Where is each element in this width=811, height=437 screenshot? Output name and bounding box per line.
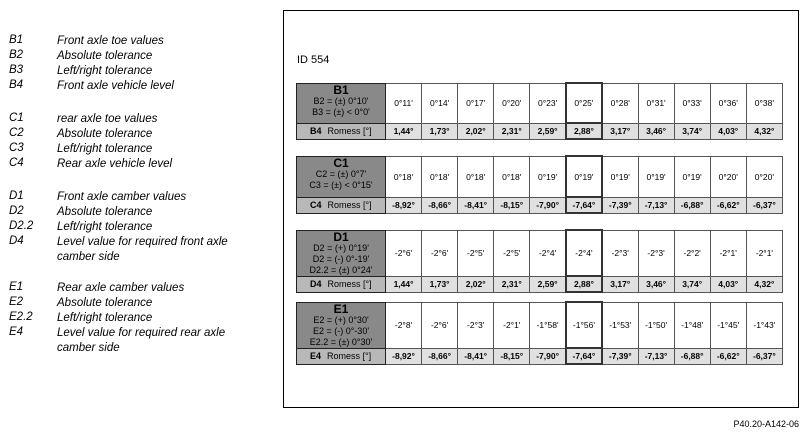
level-label — [297, 276, 386, 292]
legend-code: E4 — [9, 326, 24, 338]
block-header — [297, 302, 386, 348]
legend-code: D2.2 — [9, 220, 34, 232]
legend-code: C1 — [9, 112, 24, 124]
tolerance-line: E2.2 = (±) 0°30' — [309, 336, 373, 347]
level-value-cell: 1,44° — [386, 276, 422, 292]
level-value-cell: 1,73° — [422, 123, 458, 139]
value-cell: 0°18' — [386, 156, 422, 197]
tolerance-line: B3 = (±) < 0°0' — [312, 106, 370, 117]
legend-description: Left/right tolerance — [57, 312, 153, 324]
legend-code: E2.2 — [9, 311, 33, 323]
level-label — [297, 123, 386, 139]
value-cell: -2°3' — [458, 302, 494, 348]
level-unit: Romess [°] — [327, 126, 372, 136]
block-name: E1 — [333, 301, 349, 316]
legend-code: C3 — [9, 142, 24, 154]
level-value-cell: 2,02° — [458, 276, 494, 292]
level-unit: Romess [°] — [327, 200, 372, 210]
value-cell: 0°20' — [494, 83, 530, 123]
legend-description: Absolute tolerance — [57, 128, 153, 140]
legend-code: B1 — [9, 34, 24, 46]
level-value-cell: -6,88° — [674, 348, 710, 364]
value-cell: 0°18' — [422, 156, 458, 197]
block-name: C1 — [333, 155, 349, 170]
legend-description: Absolute tolerance — [57, 297, 153, 309]
level-value-cell: 2,31° — [494, 276, 530, 292]
value-cell: -1°48' — [674, 302, 710, 348]
figure-reference: P40.20-A142-06 — [733, 419, 799, 429]
level-value-cell: 2,59° — [530, 276, 566, 292]
level-value-cell: -6,62° — [710, 348, 746, 364]
value-cell: 0°38' — [746, 83, 782, 123]
level-value-cell: 2,02° — [458, 123, 494, 139]
level-label — [297, 348, 386, 364]
level-value-cell: -7,39° — [602, 197, 638, 213]
level-value-cell: -7,64° — [566, 197, 602, 213]
level-value-cell: 1,44° — [386, 123, 422, 139]
legend-description: Rear axle camber values — [57, 282, 185, 294]
level-value-cell: -7,64° — [566, 348, 602, 364]
value-cell: 0°23' — [530, 83, 566, 123]
value-cell: 0°36' — [710, 83, 746, 123]
legend-description: Left/right tolerance — [57, 65, 153, 77]
level-code: E4 — [310, 351, 322, 361]
level-value-cell: 4,03° — [710, 276, 746, 292]
level-value-cell: -8,66° — [422, 348, 458, 364]
value-cell: 0°19' — [674, 156, 710, 197]
level-value-cell: -7,90° — [530, 348, 566, 364]
value-cell: -2°5' — [458, 230, 494, 276]
value-cell: -2°4' — [566, 230, 602, 276]
legend-code: C4 — [9, 157, 24, 169]
tolerance-line: C3 = (±) < 0°15' — [309, 179, 373, 190]
level-value-cell: 1,73° — [422, 276, 458, 292]
block-header — [297, 230, 386, 276]
legend-code: D1 — [9, 190, 24, 202]
values-row — [297, 302, 783, 348]
legend-code: B3 — [9, 64, 24, 76]
level-value-cell: -8,41° — [458, 348, 494, 364]
level-value-cell: -7,13° — [638, 197, 674, 213]
block-header — [297, 83, 386, 123]
level-value-cell: -6,37° — [746, 197, 782, 213]
level-row — [297, 197, 783, 213]
value-cell: -2°8' — [386, 302, 422, 348]
legend-description: rear axle toe values — [57, 113, 158, 125]
values-row — [297, 83, 783, 123]
legend-description: Front axle vehicle level — [57, 80, 174, 92]
level-code: B4 — [310, 126, 322, 136]
level-row — [297, 348, 783, 364]
block-header — [297, 156, 386, 197]
level-value-cell: -7,39° — [602, 348, 638, 364]
values-row — [297, 156, 783, 197]
legend-code: C2 — [9, 127, 24, 139]
level-value-cell: 3,17° — [602, 276, 638, 292]
value-cell: -2°1' — [494, 302, 530, 348]
level-value-cell: 3,17° — [602, 123, 638, 139]
level-unit: Romess [°] — [327, 279, 372, 289]
value-cell: -1°53' — [602, 302, 638, 348]
tolerance-line: B2 = (±) 0°10' — [313, 95, 369, 106]
block-name: D1 — [333, 229, 349, 244]
table-c1 — [296, 155, 783, 214]
value-cell: 0°19' — [566, 156, 602, 197]
tolerance-line: D2.2 = (±) 0°24' — [309, 264, 373, 275]
table-e1 — [296, 301, 783, 365]
value-cell: 0°19' — [602, 156, 638, 197]
level-value-cell: 3,74° — [674, 276, 710, 292]
level-value-cell: -7,13° — [638, 348, 674, 364]
level-value-cell: -8,41° — [458, 197, 494, 213]
legend-description: Front axle toe values — [57, 35, 164, 47]
value-cell: -2°6' — [422, 302, 458, 348]
tolerance-line: C2 = (±) 0°7' — [315, 168, 367, 179]
level-value-cell: -6,62° — [710, 197, 746, 213]
block-name: B1 — [333, 82, 349, 97]
table-d1 — [296, 229, 783, 293]
value-cell: -1°58' — [530, 302, 566, 348]
value-cell: 0°20' — [710, 156, 746, 197]
level-value-cell: 3,74° — [674, 123, 710, 139]
value-cell: 0°31' — [638, 83, 674, 123]
value-cell: -2°3' — [602, 230, 638, 276]
level-value-cell: 4,03° — [710, 123, 746, 139]
level-row — [297, 276, 783, 292]
level-value-cell: 4,32° — [746, 276, 782, 292]
level-value-cell: 3,46° — [638, 123, 674, 139]
value-cell: -2°1' — [746, 230, 782, 276]
tolerance-line: D2 = (-) 0°-19' — [312, 253, 370, 264]
level-value-cell: -7,90° — [530, 197, 566, 213]
level-value-cell: -6,37° — [746, 348, 782, 364]
level-value-cell: -8,92° — [386, 348, 422, 364]
value-cell: -2°6' — [386, 230, 422, 276]
level-value-cell: -6,88° — [674, 197, 710, 213]
value-cell: -1°50' — [638, 302, 674, 348]
value-cell: -2°5' — [494, 230, 530, 276]
legend-description: Absolute tolerance — [57, 50, 153, 62]
level-value-cell: -8,92° — [386, 197, 422, 213]
legend-description: Front axle camber values — [57, 191, 187, 203]
value-cell: 0°33' — [674, 83, 710, 123]
level-value-cell: -8,66° — [422, 197, 458, 213]
value-cell: -2°6' — [422, 230, 458, 276]
legend-code: B4 — [9, 79, 24, 91]
level-value-cell: -8,15° — [494, 197, 530, 213]
table-b1 — [296, 82, 783, 140]
level-value-cell: -8,15° — [494, 348, 530, 364]
value-cell: -1°56' — [566, 302, 602, 348]
legend-code: E1 — [9, 281, 24, 293]
tolerance-line: D2 = (+) 0°19' — [313, 242, 369, 253]
value-cell: 0°28' — [602, 83, 638, 123]
legend-description: Left/right tolerance — [57, 143, 153, 155]
value-cell: 0°18' — [458, 156, 494, 197]
value-cell: 0°19' — [638, 156, 674, 197]
value-cell: -2°2' — [674, 230, 710, 276]
legend-description: Absolute tolerance — [57, 206, 153, 218]
legend-code: D4 — [9, 235, 24, 247]
legend-description: Level value for required rear axle camber side — [57, 327, 226, 354]
level-unit: Romess [°] — [327, 351, 372, 361]
legend-code: B2 — [9, 49, 24, 61]
value-cell: -2°4' — [530, 230, 566, 276]
legend-description: Rear axle vehicle level — [57, 158, 173, 170]
value-cell: 0°25' — [566, 83, 602, 123]
level-value-cell: 2,31° — [494, 123, 530, 139]
value-cell: -1°43' — [746, 302, 782, 348]
legend-code: D2 — [9, 205, 24, 217]
value-cell: 0°17' — [458, 83, 494, 123]
level-value-cell: 4,32° — [746, 123, 782, 139]
level-value-cell: 2,59° — [530, 123, 566, 139]
value-cell: 0°19' — [530, 156, 566, 197]
level-value-cell: 2,88° — [566, 276, 602, 292]
tolerance-line: E2 = (-) 0°-30' — [312, 325, 370, 336]
value-cell: -2°1' — [710, 230, 746, 276]
value-cell: 0°18' — [494, 156, 530, 197]
level-label — [297, 197, 386, 213]
level-row — [297, 123, 783, 139]
level-value-cell: 3,46° — [638, 276, 674, 292]
level-code: D4 — [310, 279, 322, 289]
level-value-cell: 2,88° — [566, 123, 602, 139]
legend-description: Level value for required front axle camber side — [57, 236, 228, 263]
tolerance-line: E2 = (+) 0°30' — [313, 314, 369, 325]
value-cell: 0°11' — [386, 83, 422, 123]
legend-description: Left/right tolerance — [57, 221, 153, 233]
level-code: C4 — [310, 200, 322, 210]
value-cell: 0°14' — [422, 83, 458, 123]
value-cell: -2°3' — [638, 230, 674, 276]
value-cell: 0°20' — [746, 156, 782, 197]
value-cell: -1°45' — [710, 302, 746, 348]
values-row — [297, 230, 783, 276]
legend-code: E2 — [9, 296, 24, 308]
id-label: ID 554 — [297, 54, 330, 66]
